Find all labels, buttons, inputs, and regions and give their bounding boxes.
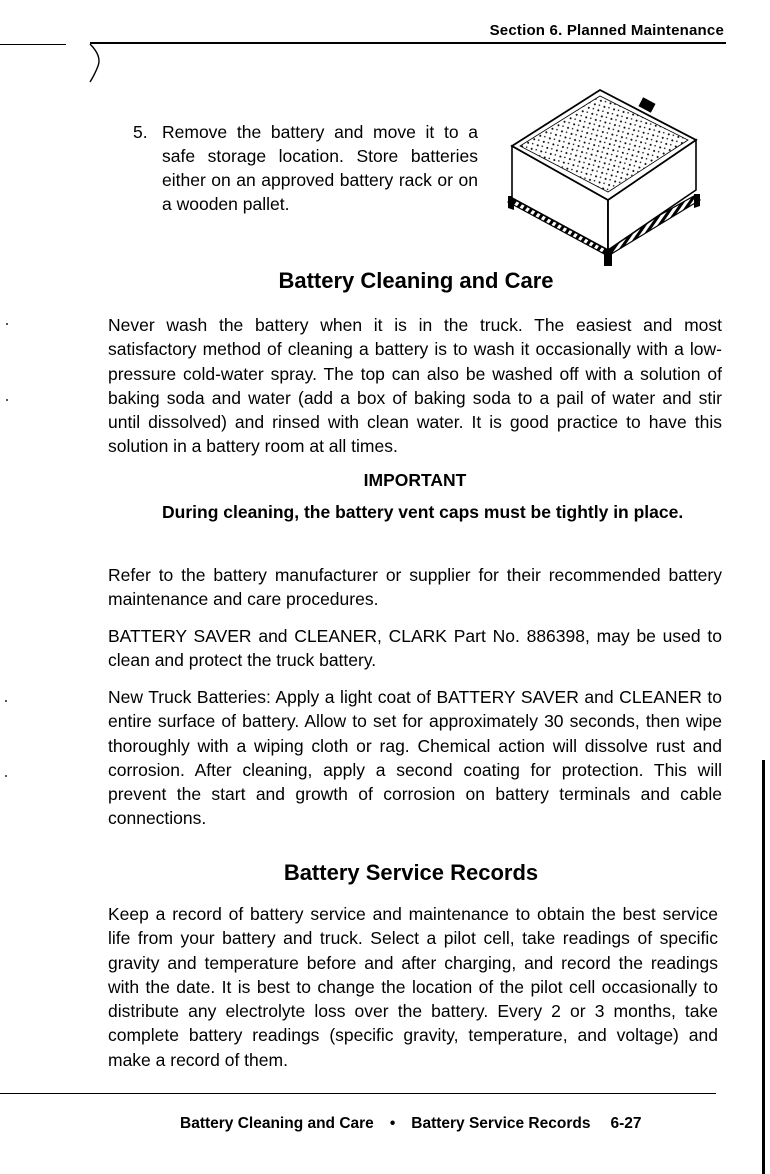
scan-speck [5, 700, 7, 702]
step-text: Remove the battery and move it to a safe storage location. Store batteries either on an approved battery rack or on a wooden pallet. [162, 122, 478, 214]
cleaning-paragraph-2: Refer to the battery manufacturer or supplier for their recommended battery maintenance and care procedures. [108, 565, 722, 610]
important-label: IMPORTANT [363, 470, 467, 490]
page-corner-bracket [86, 42, 106, 92]
step-5 [133, 120, 478, 216]
step-number: 5. [133, 122, 148, 142]
header-rule-left [0, 44, 66, 45]
section-header: Section 6. Planned Maintenance [489, 22, 724, 39]
footer-right-topic: Battery Service Records [411, 1115, 591, 1132]
scan-speck [5, 775, 7, 777]
footer-separator: • [389, 1115, 396, 1132]
cleaning-paragraph-4: New Truck Batteries: Apply a light coat of BATTERY SAVER and CLEANER to entire surface of battery. Allow to set for approximately 30 seconds, then wipe thoroughly with a wiping cloth or rag. Chemical action will dissolve rust and corrosion. After cleaning, apply a second coating for protection. This will prevent the start and growth of corrosion on battery terminals and cable connections. [108, 687, 722, 829]
cleaning-paragraph-1: Never wash the battery when it is in the truck. The easiest and most satisfactory method of cleaning a battery is to wash it occasionally with a low-pressure cold-water spray. The top can also be washed off with a solution of baking soda and water (add a box of baking soda to a pail of water and stir until dissolved) and rinsed with clean water. It is good practice to have this solution in a battery room at all times. [108, 315, 722, 457]
footer-left-topic: Battery Cleaning and Care [180, 1115, 374, 1132]
battery-cleaning-heading: Battery Cleaning and Care [278, 268, 554, 293]
page-footer [180, 1115, 642, 1133]
page-number: 6-27 [610, 1115, 642, 1132]
service-records-heading: Battery Service Records [283, 860, 539, 885]
cleaning-paragraph-3: BATTERY SAVER and CLEANER, CLARK Part No. 886398, may be used to clean and protect the truck battery. [108, 626, 722, 671]
scan-speck [6, 323, 8, 325]
important-text: During cleaning, the battery vent caps must be tightly in place. [162, 502, 684, 522]
battery-on-pallet-icon [500, 84, 710, 270]
page-edge-line [762, 760, 765, 1174]
records-paragraph-1: Keep a record of battery service and maintenance to obtain the best service life from your battery and truck. Select a pilot cell, take readings of specific gravity and temperature before and after charging, and record the readings with the date. It is best to change the location of the pilot cell occasionally to distribute any electrolyte loss over the battery. Every 2 or 3 months, take complete battery readings (specific gravity, temperature, and voltage) and make a record of them. [108, 904, 718, 1070]
scan-speck [6, 399, 8, 401]
footer-rule [0, 1093, 716, 1094]
header-rule [90, 42, 726, 44]
